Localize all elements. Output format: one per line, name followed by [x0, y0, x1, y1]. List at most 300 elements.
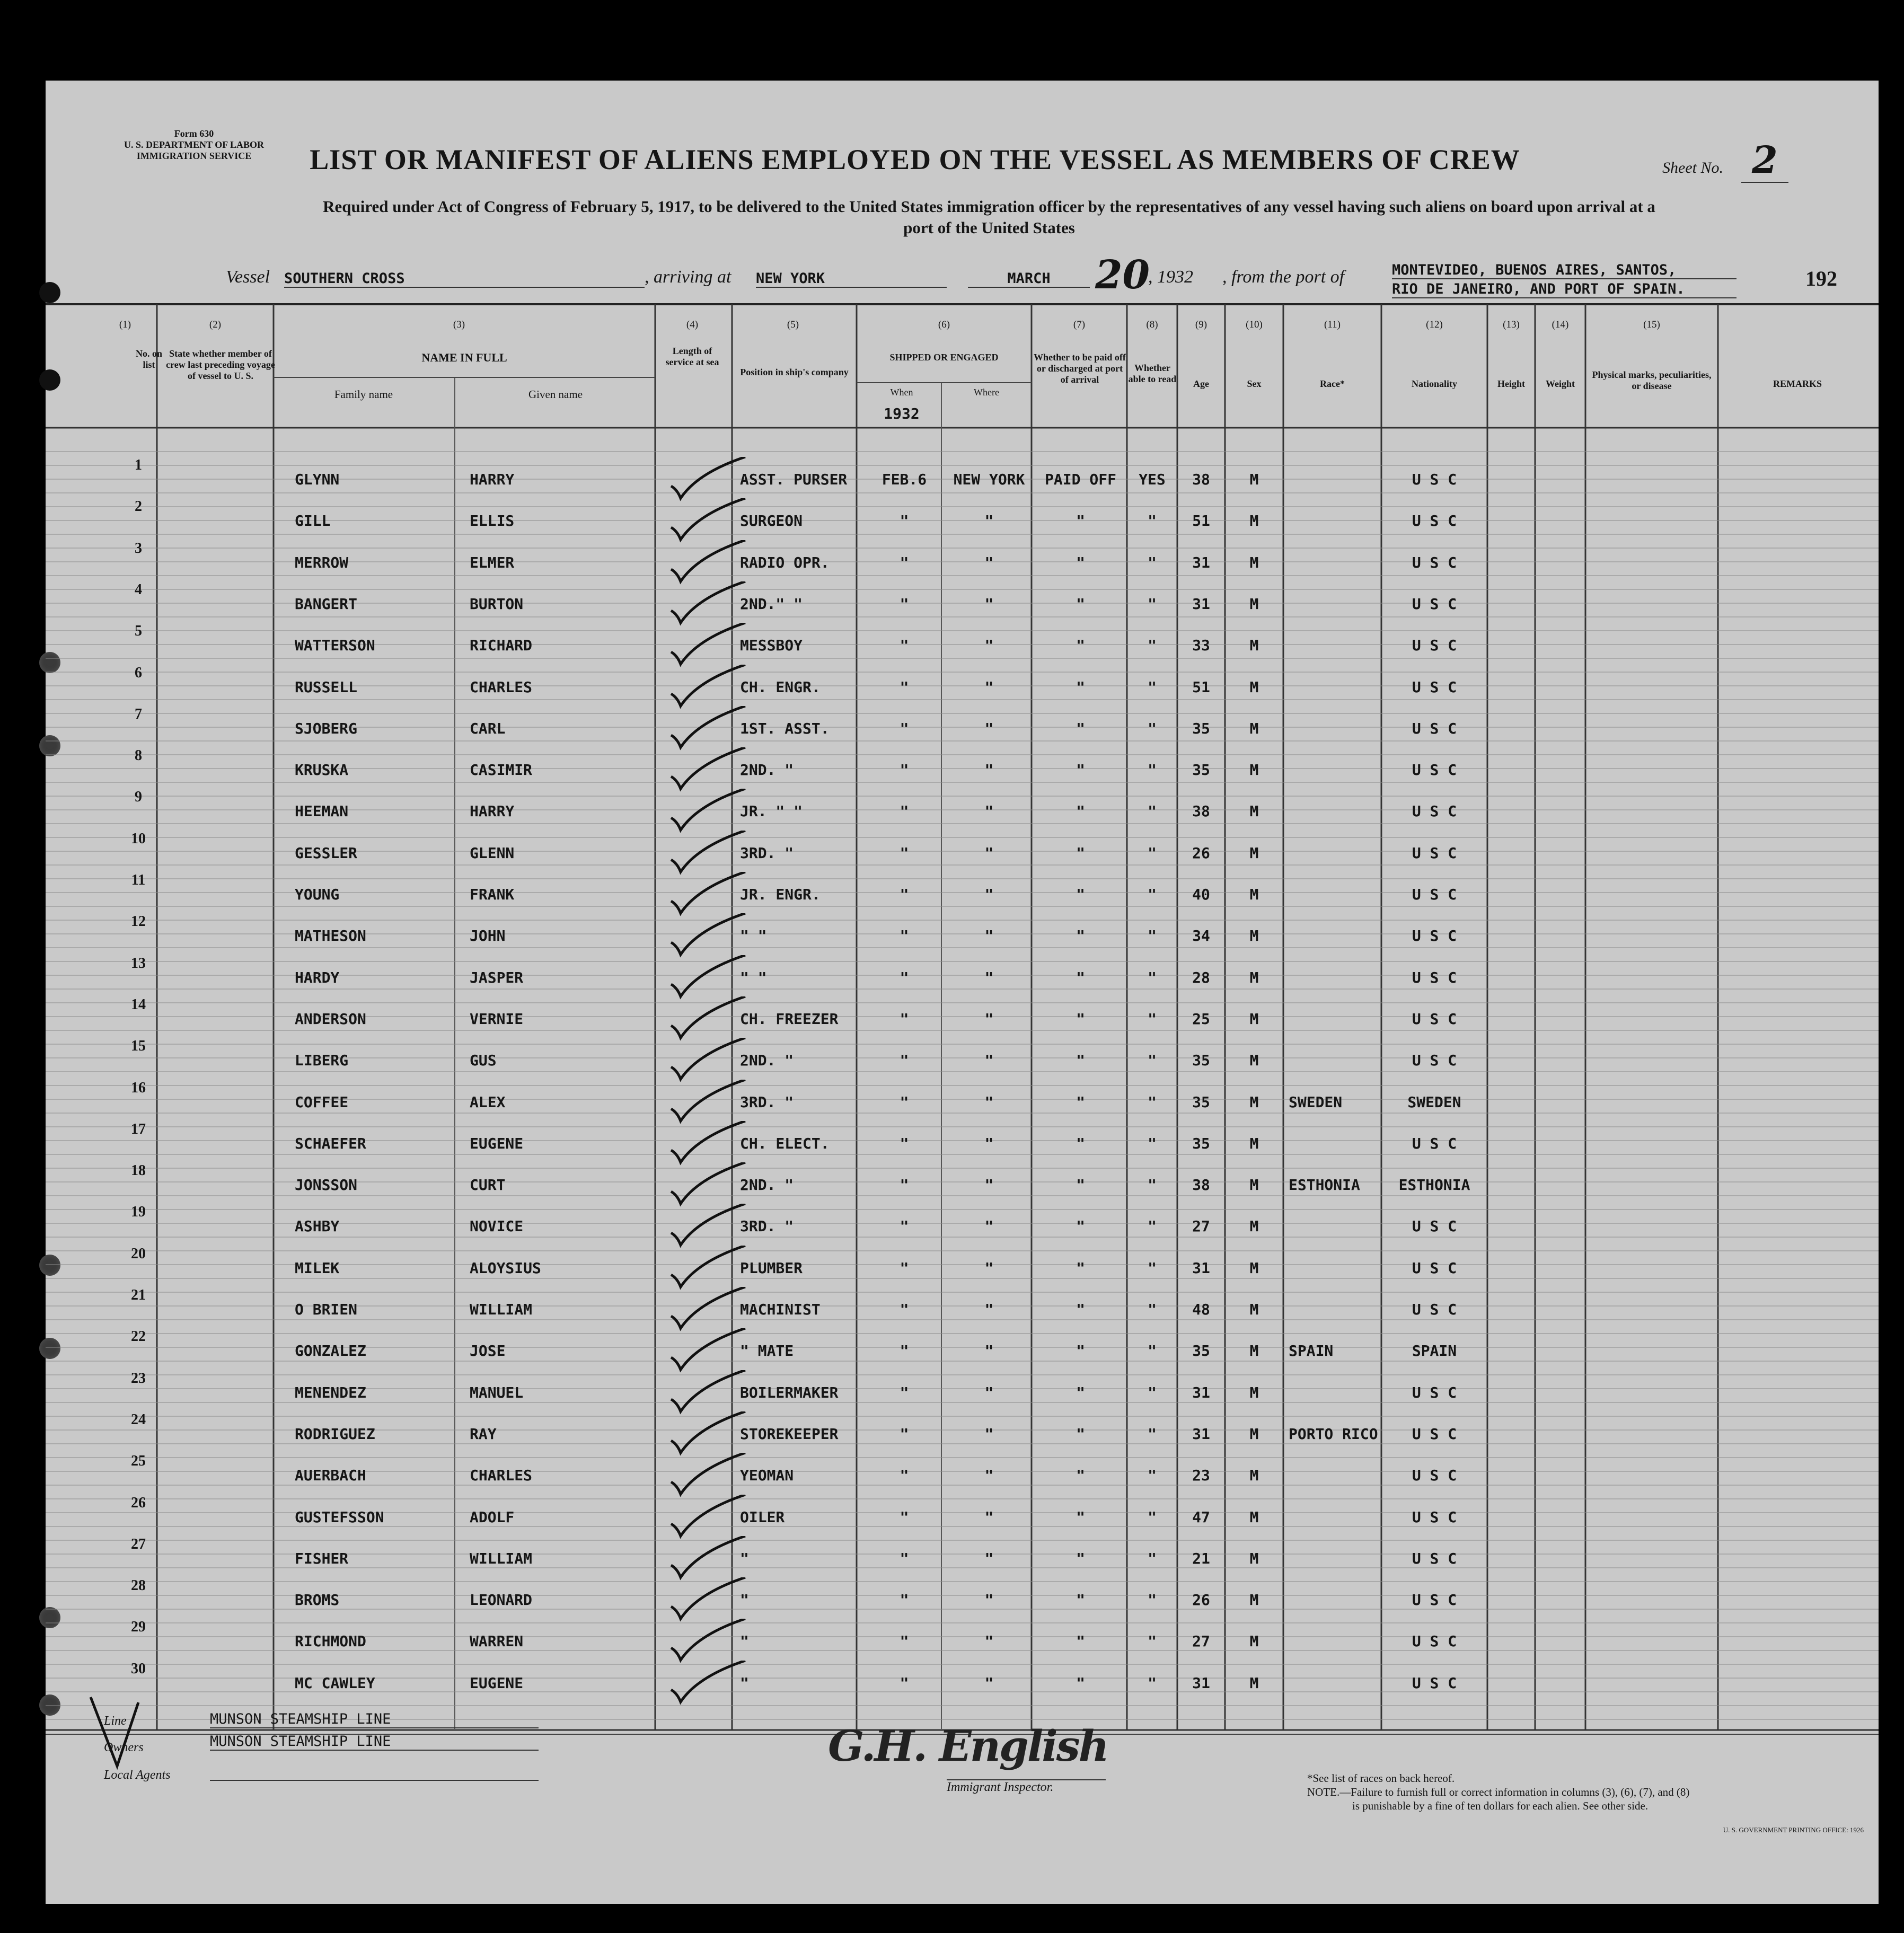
cell-nationality: SWEDEN: [1407, 1093, 1461, 1111]
form-number: Form 630: [174, 128, 214, 139]
row-number: 19: [131, 1204, 146, 1221]
cell-age: 35: [1192, 719, 1210, 737]
cell-family: BANGERT: [295, 595, 358, 613]
cell-age: 21: [1192, 1549, 1210, 1567]
cell-age: 51: [1192, 678, 1210, 696]
col12-header: Nationality: [1411, 378, 1457, 389]
cell-where: ": [984, 678, 994, 696]
cell-paid: ": [1076, 1591, 1085, 1609]
cell-nationality: U S C: [1412, 719, 1457, 737]
cell-when: ": [900, 802, 909, 820]
cell-sex: M: [1249, 968, 1259, 986]
col6-number: (6): [938, 319, 950, 330]
cell-family: RODRIGUEZ: [295, 1425, 375, 1443]
cell-family: GONZALEZ: [295, 1342, 366, 1360]
cell-position: ": [740, 1674, 749, 1692]
cell-nationality: SPAIN: [1412, 1342, 1457, 1360]
cell-given: EUGENE: [470, 1674, 524, 1692]
cell-when: ": [900, 1549, 909, 1567]
cell-read: ": [1148, 1383, 1157, 1401]
footer-checkmark: [80, 1692, 160, 1777]
cell-family: GLYNN: [295, 471, 340, 488]
cell-given: MANUEL: [470, 1383, 524, 1401]
col1-number: (1): [119, 319, 131, 330]
checkmark-icon: [666, 1453, 756, 1500]
cell-paid: ": [1076, 1508, 1085, 1526]
col10-header: Sex: [1247, 378, 1262, 389]
cell-position: " ": [740, 968, 767, 986]
col4-number: (4): [686, 319, 699, 330]
cell-paid: ": [1076, 678, 1085, 696]
row-number: 20: [131, 1245, 146, 1262]
arrival-day: 20: [1095, 252, 1150, 298]
checkmark-icon: [666, 1495, 756, 1542]
cell-when: ": [900, 761, 909, 779]
cell-nationality: U S C: [1412, 1508, 1457, 1526]
owners-value: MUNSON STEAMSHIP LINE: [210, 1733, 539, 1751]
col11-number: (11): [1324, 319, 1341, 330]
signature-text: G.H. English: [828, 1721, 1108, 1771]
cell-age: 23: [1192, 1467, 1210, 1485]
cell-when: ": [900, 1217, 909, 1235]
cell-paid: ": [1076, 1342, 1085, 1360]
col4-header: Length of service at sea: [665, 346, 719, 367]
cell-age: 33: [1192, 637, 1210, 655]
cell-when: ": [900, 719, 909, 737]
cell-when: ": [900, 1176, 909, 1194]
cell-given: CARL: [470, 719, 506, 737]
cell-family: MENENDEZ: [295, 1383, 366, 1401]
cell-position: " ": [740, 927, 767, 945]
cell-read: ": [1148, 1632, 1157, 1650]
cell-read: ": [1148, 1467, 1157, 1485]
row-number: 8: [135, 747, 142, 764]
col3-header: NAME IN FULL: [421, 351, 507, 364]
remarks-header: REMARKS: [1773, 378, 1822, 389]
cell-age: 51: [1192, 512, 1210, 530]
checkmark-icon: [666, 1661, 756, 1708]
year-right: 192: [1805, 267, 1837, 290]
cell-given: GUS: [470, 1052, 497, 1070]
row-number: 6: [135, 664, 142, 681]
cell-read: ": [1148, 1591, 1157, 1609]
cell-position: JR. " ": [740, 802, 803, 820]
checkmark-icon: [666, 498, 756, 546]
arrival-month: MARCH: [968, 270, 1090, 288]
col15-number: (15): [1643, 319, 1660, 330]
cell-read: ": [1148, 719, 1157, 737]
cell-given: HARRY: [470, 471, 515, 488]
cell-sex: M: [1249, 1176, 1259, 1194]
cell-nationality: U S C: [1412, 471, 1457, 488]
cell-where: ": [984, 719, 994, 737]
cell-race: ESTHONIA: [1289, 1176, 1360, 1194]
cell-sex: M: [1249, 1010, 1259, 1028]
cell-family: AUERBACH: [295, 1467, 366, 1485]
cell-sex: M: [1249, 595, 1259, 613]
col11-header: Race*: [1320, 378, 1345, 389]
cell-sex: M: [1249, 553, 1259, 571]
cell-paid: ": [1076, 637, 1085, 655]
checkmark-icon: [666, 1121, 756, 1169]
cell-family: YOUNG: [295, 886, 340, 903]
cell-family: SJOBERG: [295, 719, 358, 737]
cell-where: ": [984, 886, 994, 903]
cell-given: LEONARD: [470, 1591, 533, 1609]
cell-where: NEW YORK: [953, 471, 1025, 488]
cell-family: LIBERG: [295, 1052, 349, 1070]
cell-age: 35: [1192, 1052, 1210, 1070]
row-number: 7: [135, 705, 142, 722]
cell-read: ": [1148, 844, 1157, 862]
col3-number: (3): [453, 319, 465, 330]
cell-sex: M: [1249, 512, 1259, 530]
cell-age: 31: [1192, 1674, 1210, 1692]
cell-sex: M: [1249, 844, 1259, 862]
checkmark-icon: [666, 831, 756, 878]
cell-when: FEB.6: [882, 471, 927, 488]
cell-nationality: U S C: [1412, 595, 1457, 613]
row-number: 10: [131, 830, 146, 847]
cell-when: ": [900, 1674, 909, 1692]
manifest-sheet: [46, 81, 1879, 1904]
owners-label: Owners: [104, 1741, 144, 1754]
cell-given: CHARLES: [470, 1467, 533, 1485]
cell-position: ": [740, 1632, 749, 1650]
cell-age: 26: [1192, 1591, 1210, 1609]
cell-age: 31: [1192, 1259, 1210, 1277]
cell-age: 34: [1192, 927, 1210, 945]
cell-given: JASPER: [470, 968, 524, 986]
cell-nationality: U S C: [1412, 1467, 1457, 1485]
cell-position: 3RD. ": [740, 844, 794, 862]
cell-where: ": [984, 512, 994, 530]
footer-owners: [104, 1733, 581, 1755]
family-name-header: Family name: [334, 388, 393, 401]
cell-nationality: U S C: [1412, 637, 1457, 655]
col14-header: Weight: [1545, 378, 1575, 389]
sheet-value: 2: [1741, 138, 1788, 183]
line-value: MUNSON STEAMSHIP LINE: [210, 1711, 539, 1728]
row-number: 22: [131, 1328, 146, 1345]
cell-where: ": [984, 1134, 994, 1152]
cell-when: ": [900, 927, 909, 945]
col6-header: SHIPPED OR ENGAGED: [889, 352, 999, 363]
col9-number: (9): [1195, 319, 1207, 330]
cell-paid: ": [1076, 1052, 1085, 1070]
checkmark-icon: [666, 1204, 756, 1251]
department-name: U. S. DEPARTMENT OF LABOR: [124, 139, 265, 150]
inspector-signature: [819, 1721, 1116, 1785]
cell-read: ": [1148, 968, 1157, 986]
checkmark-icon: [666, 1370, 756, 1418]
cell-read: ": [1148, 1093, 1157, 1111]
cell-read: ": [1148, 1010, 1157, 1028]
cell-paid: ": [1076, 1549, 1085, 1567]
cell-read: ": [1148, 1674, 1157, 1692]
cell-paid: ": [1076, 1383, 1085, 1401]
cell-where: ": [984, 553, 994, 571]
cell-age: 35: [1192, 1342, 1210, 1360]
row-number: 4: [135, 581, 142, 598]
cell-family: COFFEE: [295, 1093, 349, 1111]
cell-where: ": [984, 1508, 994, 1526]
row-number: 18: [131, 1162, 146, 1179]
cell-age: 31: [1192, 1383, 1210, 1401]
checkmark-icon: [666, 1536, 756, 1584]
cell-position: 2ND. ": [740, 761, 794, 779]
col12-number: (12): [1426, 319, 1443, 330]
printer-line: U. S. GOVERNMENT PRINTING OFFICE: 1926: [1723, 1826, 1864, 1834]
cell-when: ": [900, 637, 909, 655]
cell-when: ": [900, 1425, 909, 1443]
cell-nationality: U S C: [1412, 1301, 1457, 1318]
col13-number: (13): [1503, 319, 1520, 330]
cell-paid: PAID OFF: [1045, 471, 1116, 488]
checkmark-icon: [666, 1162, 756, 1210]
cell-age: 31: [1192, 553, 1210, 571]
cell-given: ELMER: [470, 553, 515, 571]
row-number: 26: [131, 1494, 146, 1511]
cell-when: ": [900, 1467, 909, 1485]
cell-family: HEEMAN: [295, 802, 349, 820]
cell-nationality: U S C: [1412, 1591, 1457, 1609]
col14-number: (14): [1552, 319, 1569, 330]
cell-sex: M: [1249, 471, 1259, 488]
cell-read: ": [1148, 802, 1157, 820]
cell-where: ": [984, 1010, 994, 1028]
row-number: 28: [131, 1577, 146, 1594]
col7-number: (7): [1073, 319, 1086, 330]
cell-family: BROMS: [295, 1591, 340, 1609]
col5-header: Position in ship's company: [740, 367, 849, 377]
cell-read: ": [1148, 1176, 1157, 1194]
cell-family: O BRIEN: [295, 1301, 358, 1318]
cell-family: FISHER: [295, 1549, 349, 1567]
row-number: 30: [131, 1660, 146, 1677]
cell-nationality: U S C: [1412, 1425, 1457, 1443]
cell-nationality: U S C: [1412, 512, 1457, 530]
cell-paid: ": [1076, 1425, 1085, 1443]
arriving-label: , arriving at: [645, 267, 731, 287]
cell-age: 28: [1192, 968, 1210, 986]
cell-sex: M: [1249, 637, 1259, 655]
cell-when: ": [900, 886, 909, 903]
cell-paid: ": [1076, 719, 1085, 737]
ports-line-2: RIO DE JANEIRO, AND PORT OF SPAIN.: [1392, 281, 1736, 298]
row-number: 16: [131, 1079, 146, 1096]
cell-sex: M: [1249, 1674, 1259, 1692]
cell-where: ": [984, 595, 994, 613]
cell-paid: ": [1076, 595, 1085, 613]
cell-read: ": [1148, 1508, 1157, 1526]
cell-sex: M: [1249, 678, 1259, 696]
cell-when: ": [900, 595, 909, 613]
cell-given: WILLIAM: [470, 1549, 533, 1567]
checkmark-icon: [666, 1619, 756, 1666]
cell-paid: ": [1076, 1134, 1085, 1152]
row-number: 3: [135, 540, 142, 557]
cell-when: ": [900, 1010, 909, 1028]
cell-age: 35: [1192, 1134, 1210, 1152]
cell-age: 26: [1192, 844, 1210, 862]
cell-position: YEOMAN: [740, 1467, 794, 1485]
checkmark-icon: [666, 623, 756, 670]
cell-given: ELLIS: [470, 512, 515, 530]
cell-family: WATTERSON: [295, 637, 375, 655]
checkmark-icon: [666, 913, 756, 961]
cell-sex: M: [1249, 1134, 1259, 1152]
cell-age: 35: [1192, 1093, 1210, 1111]
cell-age: 47: [1192, 1508, 1210, 1526]
shipped-year: 1932: [884, 405, 920, 422]
cell-when: ": [900, 1093, 909, 1111]
from-port-label: , from the port of: [1222, 267, 1345, 287]
cell-sex: M: [1249, 719, 1259, 737]
cell-read: ": [1148, 512, 1157, 530]
cell-paid: ": [1076, 761, 1085, 779]
col9-header: Age: [1193, 378, 1209, 389]
cell-paid: ": [1076, 1301, 1085, 1318]
checkmark-icon: [666, 581, 756, 629]
cell-position: RADIO OPR.: [740, 553, 830, 571]
checkmark-icon: [666, 872, 756, 920]
row-number: 12: [131, 913, 146, 930]
cell-given: CHARLES: [470, 678, 533, 696]
col10-number: (10): [1246, 319, 1263, 330]
cell-position: CH. ENGR.: [740, 678, 821, 696]
cell-nationality: U S C: [1412, 1010, 1457, 1028]
cell-paid: ": [1076, 844, 1085, 862]
cell-sex: M: [1249, 1425, 1259, 1443]
row-number: 9: [135, 789, 142, 806]
cell-paid: ": [1076, 927, 1085, 945]
given-name-header: Given name: [528, 388, 583, 401]
checkmark-icon: [666, 457, 756, 505]
checkmark-icon: [666, 1080, 756, 1127]
cell-paid: ": [1076, 1093, 1085, 1111]
vessel-label: Vessel: [226, 267, 270, 287]
cell-nationality: ESTHONIA: [1398, 1176, 1470, 1194]
cell-sex: M: [1249, 802, 1259, 820]
cell-position: MACHINIST: [740, 1301, 821, 1318]
cell-given: JOHN: [470, 927, 506, 945]
cell-nationality: U S C: [1412, 1259, 1457, 1277]
cell-age: 27: [1192, 1632, 1210, 1650]
page-title: LIST OR MANIFEST OF ALIENS EMPLOYED ON THE VESSEL AS MEMBERS OF CREW: [310, 144, 1520, 175]
cell-nationality: U S C: [1412, 1674, 1457, 1692]
cell-family: MERROW: [295, 553, 349, 571]
cell-when: ": [900, 1052, 909, 1070]
cell-age: 31: [1192, 1425, 1210, 1443]
cell-sex: M: [1249, 1342, 1259, 1360]
cell-position: PLUMBER: [740, 1259, 803, 1277]
cell-when: ": [900, 1301, 909, 1318]
cell-nationality: U S C: [1412, 1549, 1457, 1567]
checkmark-icon: [666, 1038, 756, 1085]
cell-family: MC CAWLEY: [295, 1674, 375, 1692]
cell-given: ALEX: [470, 1093, 506, 1111]
cell-where: ": [984, 1093, 994, 1111]
cell-sex: M: [1249, 1591, 1259, 1609]
cell-sex: M: [1249, 927, 1259, 945]
row-number: 23: [131, 1370, 146, 1387]
cell-given: FRANK: [470, 886, 515, 903]
cell-position: CH. FREEZER: [740, 1010, 839, 1028]
cell-given: ADOLF: [470, 1508, 515, 1526]
cell-given: VERNIE: [470, 1010, 524, 1028]
cell-nationality: U S C: [1412, 1383, 1457, 1401]
cell-where: ": [984, 1591, 994, 1609]
cell-when: ": [900, 1508, 909, 1526]
checkmark-icon: [666, 665, 756, 712]
service-name: IMMIGRATION SERVICE: [136, 151, 252, 161]
cell-age: 38: [1192, 1176, 1210, 1194]
cell-given: RICHARD: [470, 637, 533, 655]
cell-read: ": [1148, 1259, 1157, 1277]
cell-position: 3RD. ": [740, 1217, 794, 1235]
cell-where: ": [984, 1301, 994, 1318]
cell-position: STOREKEEPER: [740, 1425, 839, 1443]
cell-position: JR. ENGR.: [740, 886, 821, 903]
cell-given: EUGENE: [470, 1134, 524, 1152]
cell-sex: M: [1249, 1549, 1259, 1567]
cell-age: 48: [1192, 1301, 1210, 1318]
row-number: 24: [131, 1411, 146, 1428]
cell-position: SURGEON: [740, 512, 803, 530]
agents-label: Local Agents: [104, 1768, 171, 1782]
cell-sex: M: [1249, 1508, 1259, 1526]
cell-paid: ": [1076, 968, 1085, 986]
cell-family: ASHBY: [295, 1217, 340, 1235]
footer-agents: [104, 1768, 581, 1782]
cell-race: SPAIN: [1289, 1342, 1334, 1360]
col2-header: State whether member of crew last preceding voyage of vessel to U. S.: [166, 348, 275, 381]
cell-sex: M: [1249, 1052, 1259, 1070]
cell-race: PORTO RICO: [1289, 1425, 1378, 1443]
cell-nationality: U S C: [1412, 1217, 1457, 1235]
cell-where: ": [984, 1467, 994, 1485]
cell-nationality: U S C: [1412, 1052, 1457, 1070]
cell-where: ": [984, 637, 994, 655]
cell-sex: M: [1249, 1383, 1259, 1401]
cell-nationality: U S C: [1412, 553, 1457, 571]
cell-position: 2ND. ": [740, 1176, 794, 1194]
cell-when: ": [900, 844, 909, 862]
cell-family: GILL: [295, 512, 331, 530]
cell-nationality: U S C: [1412, 844, 1457, 862]
cell-given: CASIMIR: [470, 761, 533, 779]
cell-nationality: U S C: [1412, 678, 1457, 696]
cell-sex: M: [1249, 886, 1259, 903]
cell-family: JONSSON: [295, 1176, 358, 1194]
cell-nationality: U S C: [1412, 802, 1457, 820]
col7-header: Whether to be paid off or discharged at port of arrival: [1034, 352, 1126, 385]
cell-paid: ": [1076, 1674, 1085, 1692]
cell-family: GUSTEFSSON: [295, 1508, 384, 1526]
vessel-name: SOUTHERN CROSS: [284, 270, 645, 288]
subtitle-line-1: Required under Act of Congress of February 5, 1917, to be delivered to the United States immigration officer by the representatives of any vessel having such aliens on board upon arrival at a: [323, 197, 1655, 216]
cell-position: " MATE: [740, 1342, 794, 1360]
cell-where: ": [984, 1549, 994, 1567]
cell-where: ": [984, 761, 994, 779]
cell-read: ": [1148, 1549, 1157, 1567]
cell-position: CH. ELECT.: [740, 1134, 830, 1152]
arrival-year: , 1932: [1148, 267, 1193, 287]
cell-nationality: U S C: [1412, 968, 1457, 986]
cell-position: 3RD. ": [740, 1093, 794, 1111]
col15-header: Physical marks, peculiarities, or disease: [1592, 369, 1712, 391]
